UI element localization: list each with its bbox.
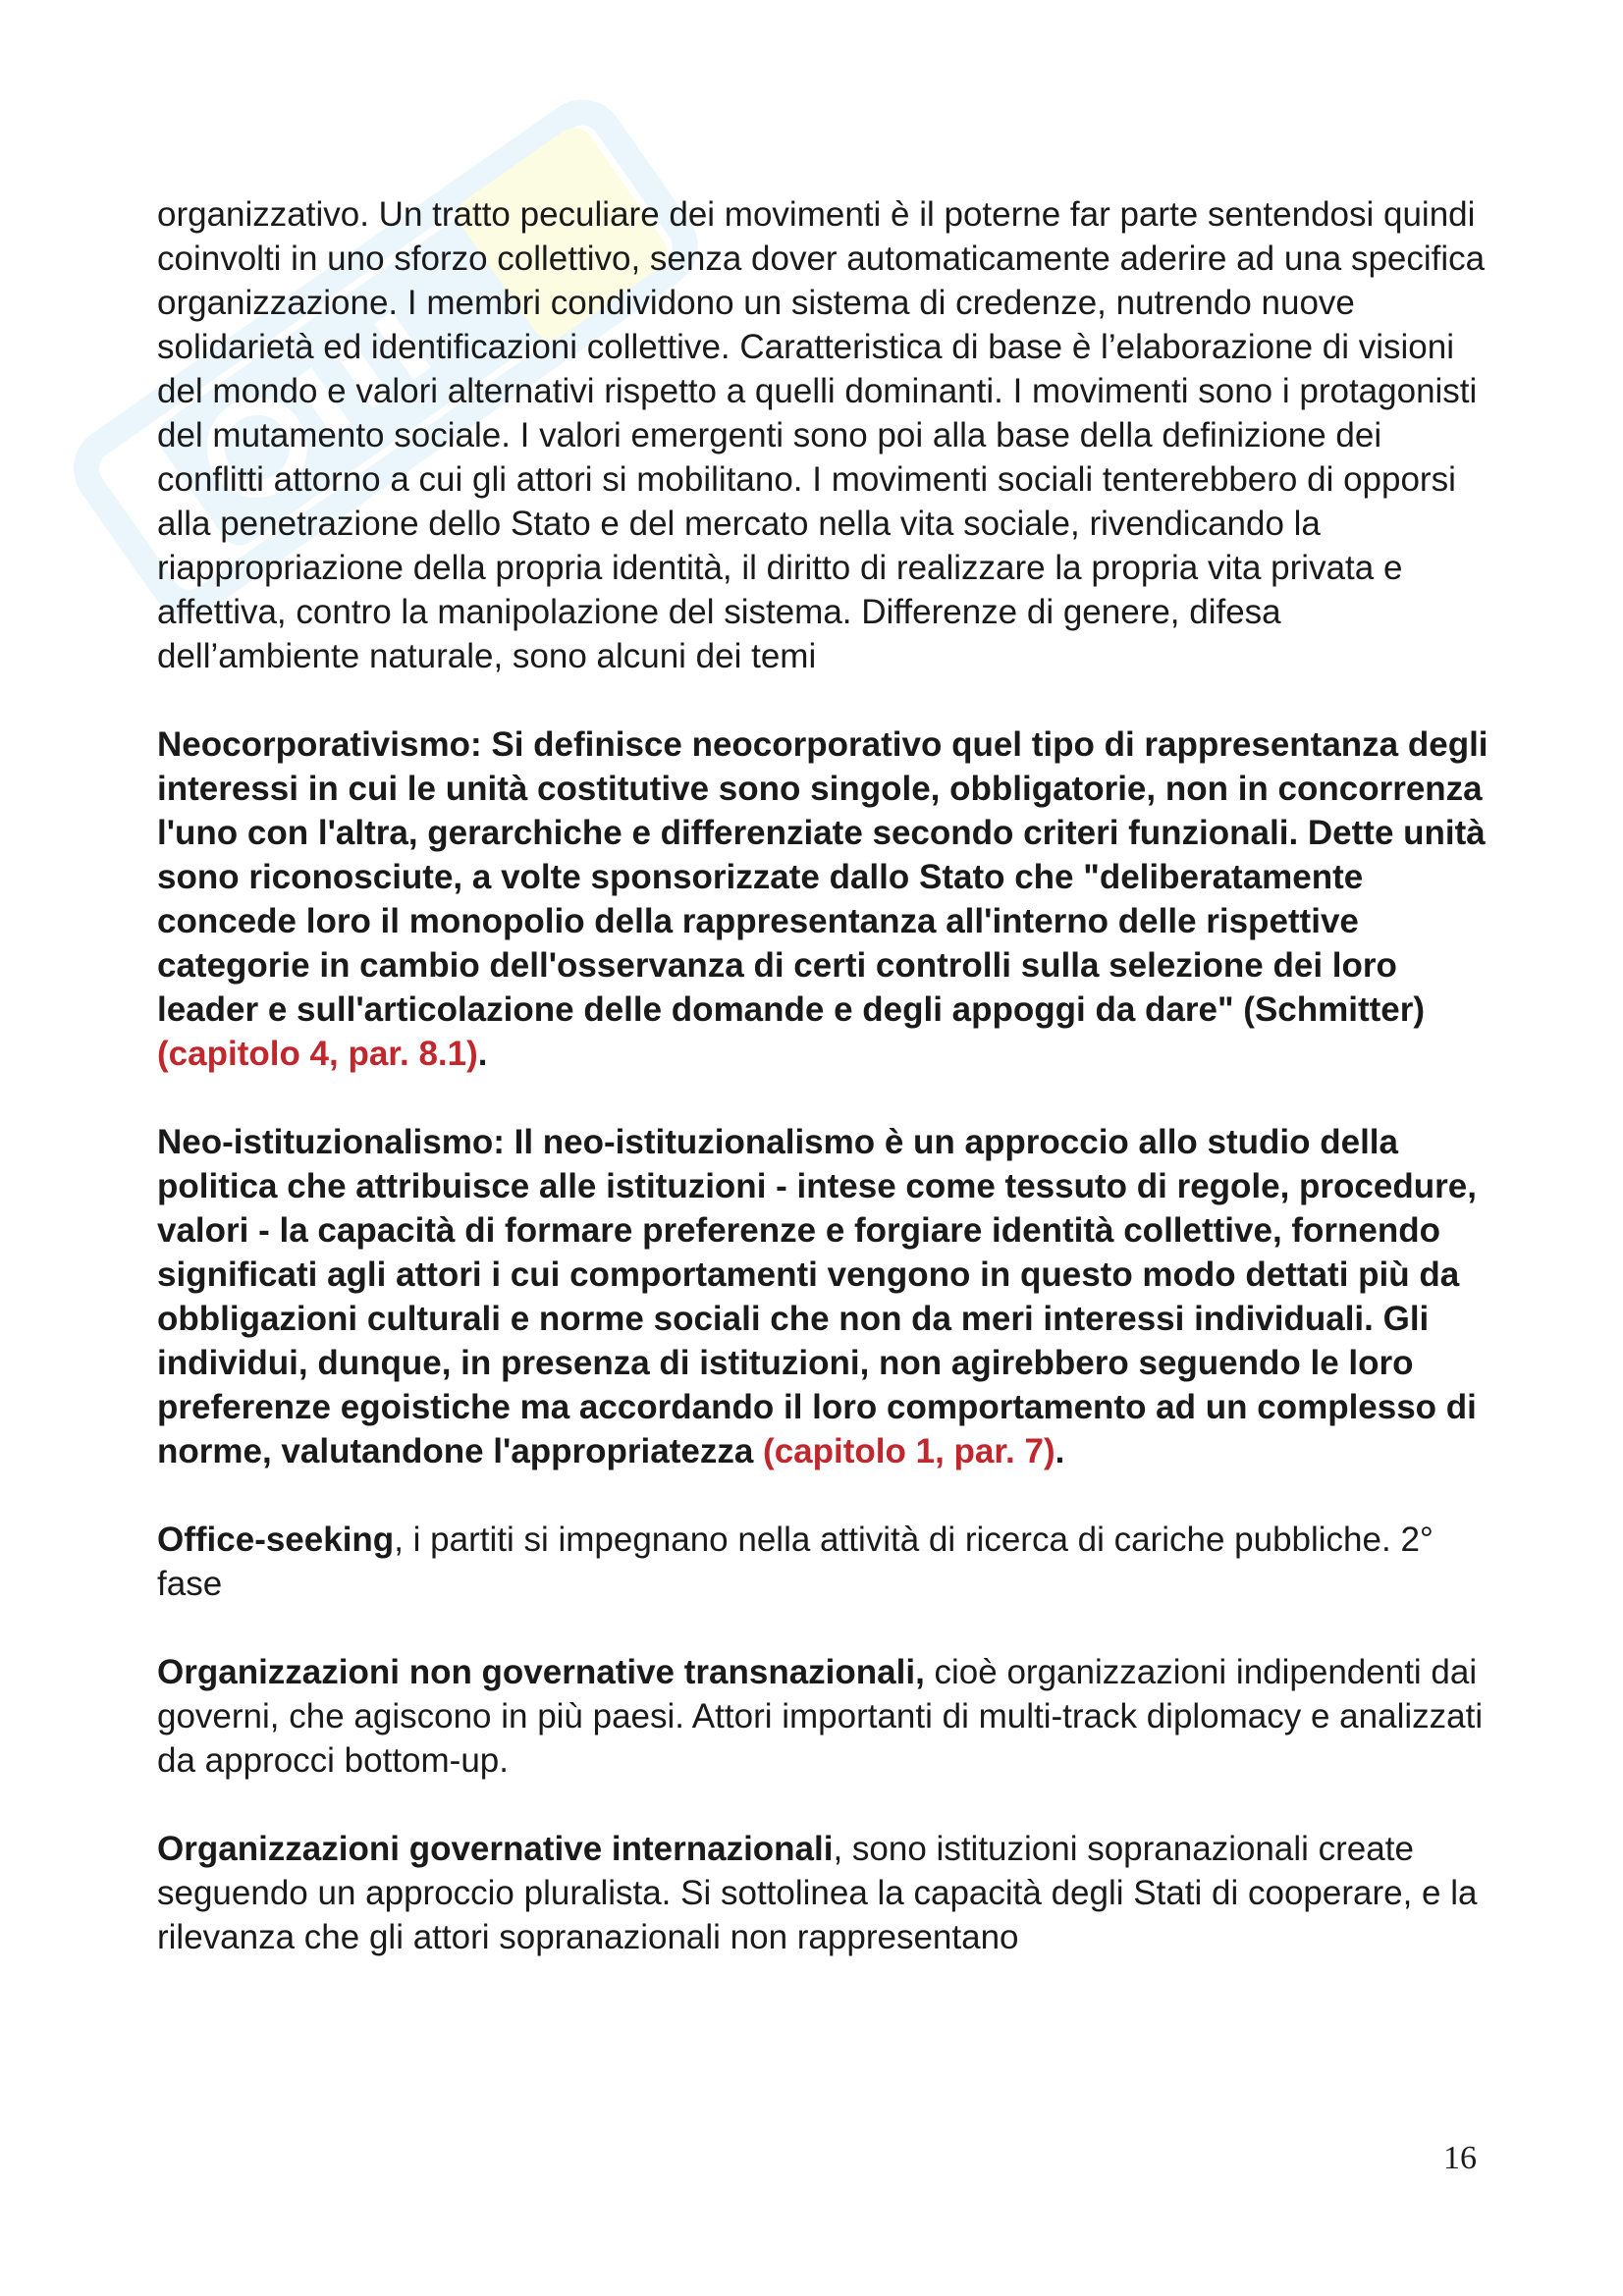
paragraph-movimenti: organizzativo. Un tratto peculiare dei movimenti è il poterne far parte sentendosi quindi coinvolti in uno sforzo collettivo, senza dover automaticamente aderire ad una specifica organizzazione. I membri condividono un sistema di credenze, nutrendo nuove solidarietà ed identificazioni collettive. Caratteristica di base è l’elaborazione di visioni del mondo e valori alternativi rispetto a quelli dominanti. I movimenti sono i protagonisti del mutamento sociale. I valori emergenti sono poi alla base della definizione dei conflitti attorno a cui gli attori si mobilitano. I movimenti sociali tenterebbero di opporsi alla penetrazione dello Stato e del mercato nella vita sociale, rivendicando la riappropriazione della propria identità, il diritto di realizzare la propria vita privata e affettiva, contro la manipolazione del sistema. Differenze di genere, difesa dell’ambiente naturale, sono alcuni dei temi	[157, 195, 1486, 675]
page-number: 16	[1443, 2140, 1477, 2176]
paragraph-ong	[157, 1650, 1492, 1783]
paragraph-text: Neocorporativismo: Si definisce neocorporativo quel tipo di rappresentanza degli interessi in cui le unità costitutive sono singole, obbligatorie, non in concorrenza l'uno con l'altra, gerarchiche e differenziate secondo criteri funzionali. Dette unità sono riconosciute, a volte sponsorizzate dallo Stato che "deliberatamente concede loro il monopolio della rappresentanza all'interno delle rispettive categorie in cambio dell'osservanza di certi controlli sulla selezione dei loro leader e sull'articolazione delle domande e degli appoggi da dare" (Schmitter)	[157, 725, 1488, 1029]
paragraph-neocorporativismo	[157, 722, 1492, 1076]
paragraph-end: .	[1055, 1432, 1065, 1470]
definition-oig: , sono istituzioni sopranazionali create seguendo un approccio pluralista. Si sottolinea la capacità degli Stati di cooperare, e la rilevanza che gli attori sopranazionali non rappresentano	[157, 1830, 1478, 1956]
term-office-seeking: Office-seeking	[157, 1521, 395, 1559]
paragraph-neoistituzionalismo	[157, 1120, 1492, 1473]
term-oig: Organizzazioni governative internazionali	[157, 1830, 834, 1868]
paragraph-end: .	[477, 1035, 488, 1073]
definition-ong: cioè organizzazioni indipendenti dai governi, che agiscono in più paesi. Attori importanti di multi-track diplomacy e analizzati da approcci bottom-up.	[157, 1653, 1484, 1780]
paragraph-oig	[157, 1827, 1492, 1959]
chapter-reference: (capitolo 1, par. 7)	[763, 1432, 1055, 1470]
paragraph-text: Neo-istituzionalismo: Il neo-istituzionalismo è un approccio allo studio della politica che attribuisce alle istituzioni - intese come tessuto di regole, procedure, valori - la capacità di formare preferenze e forgiare identità collettive, fornendo significati agli attori i cui comportamenti vengono in questo modo dettati più da obbligazioni culturali e norme sociali che non da meri interessi individuali. Gli individui, dunque, in presenza di istituzioni, non agirebbero seguendo le loro preferenze egoistiche ma accordando il loro comportamento ad un complesso di norme, valutandone l'appropriatezza	[157, 1123, 1477, 1470]
document-body	[157, 192, 1492, 2003]
term-ong: Organizzazioni non governative transnazionali,	[157, 1653, 925, 1691]
chapter-reference: (capitolo 4, par. 8.1)	[157, 1035, 478, 1073]
definition-office-seeking: , i partiti si impegnano nella attività di ricerca di cariche pubbliche. 2° fase	[157, 1521, 1434, 1603]
paragraph-office-seeking	[157, 1518, 1492, 1606]
